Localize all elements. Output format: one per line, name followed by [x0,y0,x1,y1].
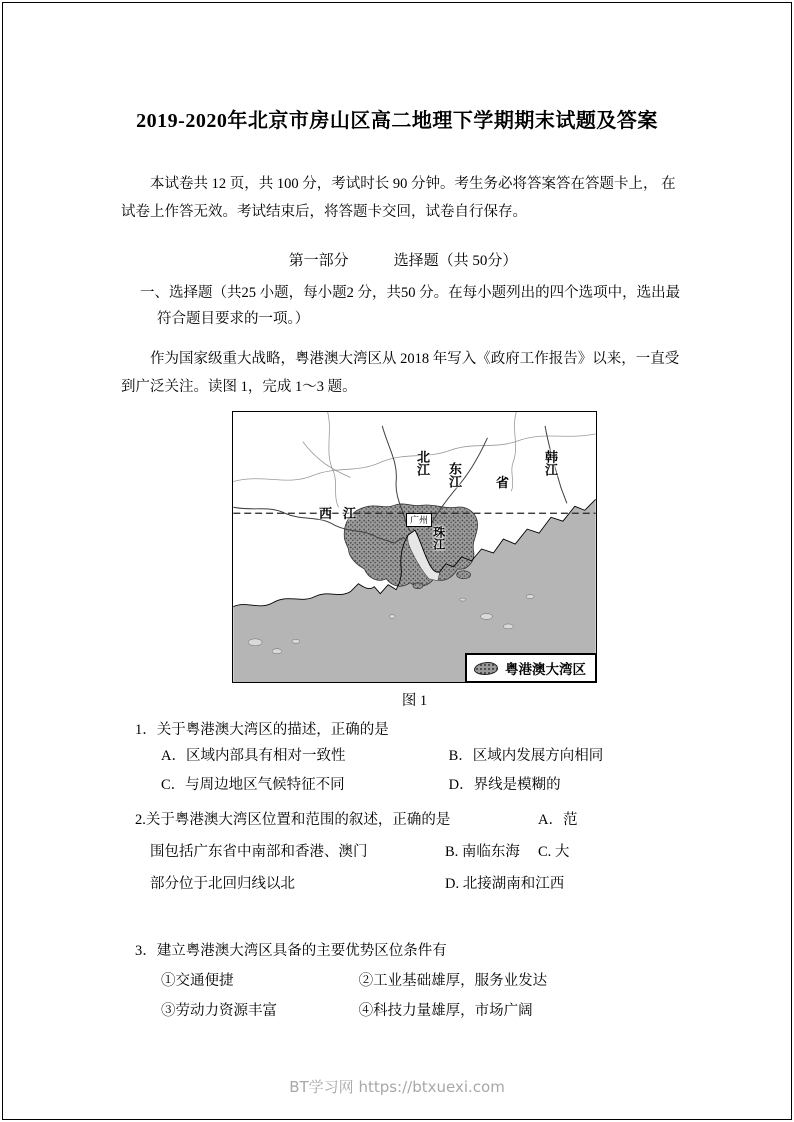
q1-option-d: D．界线是模糊的 [448,777,561,793]
q2-option-d: D. 北接湖南和江西 [445,876,565,892]
q3-option-3: ③劳动力资源丰富 [161,1003,277,1019]
q3-option-2: ②工业基础雄厚，服务业发达 [358,973,548,989]
q2-option-b: B. 南临东海 [445,844,520,860]
question-passage: 作为国家级重大战略，粤港澳大湾区从 2018 年写入《政府工作报告》以来，一直受到广泛关注。读图 1，完成 1～3 题。 [121,351,680,395]
question-2-line-3 [121,868,685,900]
map-label-dongjiang: 东江 [446,462,462,488]
figure-map [232,411,597,683]
map-label-beijiang: 北江 [414,450,430,476]
map-legend [465,653,597,683]
question-1-options-row-1 [161,742,685,771]
legend-label: 粤港澳大湾区 [505,662,586,677]
q3-option-1: ①交通便捷 [161,973,234,989]
q1-option-b: B．区域内发展方向相同 [448,748,604,764]
q2-option-c: C. 大 [538,844,570,860]
question-2-line-1 [121,804,685,836]
map-label-zhujiang: 珠江 [431,526,446,550]
q2-stem-continued: 围包括广东省中南部和香港、澳门 [150,844,368,860]
q1-option-a: A．区域内部具有相对一致性 [161,748,346,764]
figure-caption: 图 1 [401,693,428,709]
q3-option-4: ④科技力量雄厚，市场广阔 [358,1003,533,1019]
section-heading: 第一部分 选择题（共 50分） [288,253,518,269]
q2-option-c-continued: 部分位于北回归线以北 [150,876,295,892]
map-label-hanjiang: 韩江 [542,450,558,476]
macau-island [413,583,423,589]
question-3-options-row-2 [161,996,685,1026]
question-2-line-2 [121,836,685,868]
question-1-options-row-2 [161,771,685,800]
question-3-stem: 3．建立粤港澳大湾区具备的主要优势区位条件有 [135,943,447,959]
hongkong-island [457,571,471,579]
doc-body [0,170,794,1026]
watermark-footer [0,1076,794,1097]
question-1-stem: 1．关于粤港澳大湾区的描述，正确的是 [135,722,389,738]
q2-stem: 2.关于粤港澳大湾区位置和范围的叙述，正确的是 [135,812,451,828]
question-3-options-row-1 [161,966,685,996]
q1-option-c: C．与周边地区气候特征不同 [161,777,345,793]
map-label-xijiang: 西江 [319,506,368,521]
site-name: BT学习网 [289,1078,354,1096]
doc-title: 2019-2020年北京市房山区高二地理下学期期末试题及答案 [136,110,658,132]
q2-option-a: A．范 [538,812,578,828]
question-2 [121,804,685,900]
legend-bay-area-swatch [474,662,498,675]
exam-notice-paragraph: 本试卷共 12 页，共 100 分，考试时长 90 分钟。考生务必将答案答在答题卡上， 在试卷上作答无效。考试结束后，将答题卡交回，试卷自行保存。 [121,176,676,220]
map-label-sheng: 省 [496,475,510,490]
site-url-link[interactable]: https://btxuexi.com [358,1078,505,1096]
section-instructions: 一、选择题（共25 小题，每小题2 分，共50 分。在每小题列出的四个选项中，选出最符合题目要求的一项。） [140,285,681,327]
map-city-label-guangzhou: 广州 [406,513,432,527]
